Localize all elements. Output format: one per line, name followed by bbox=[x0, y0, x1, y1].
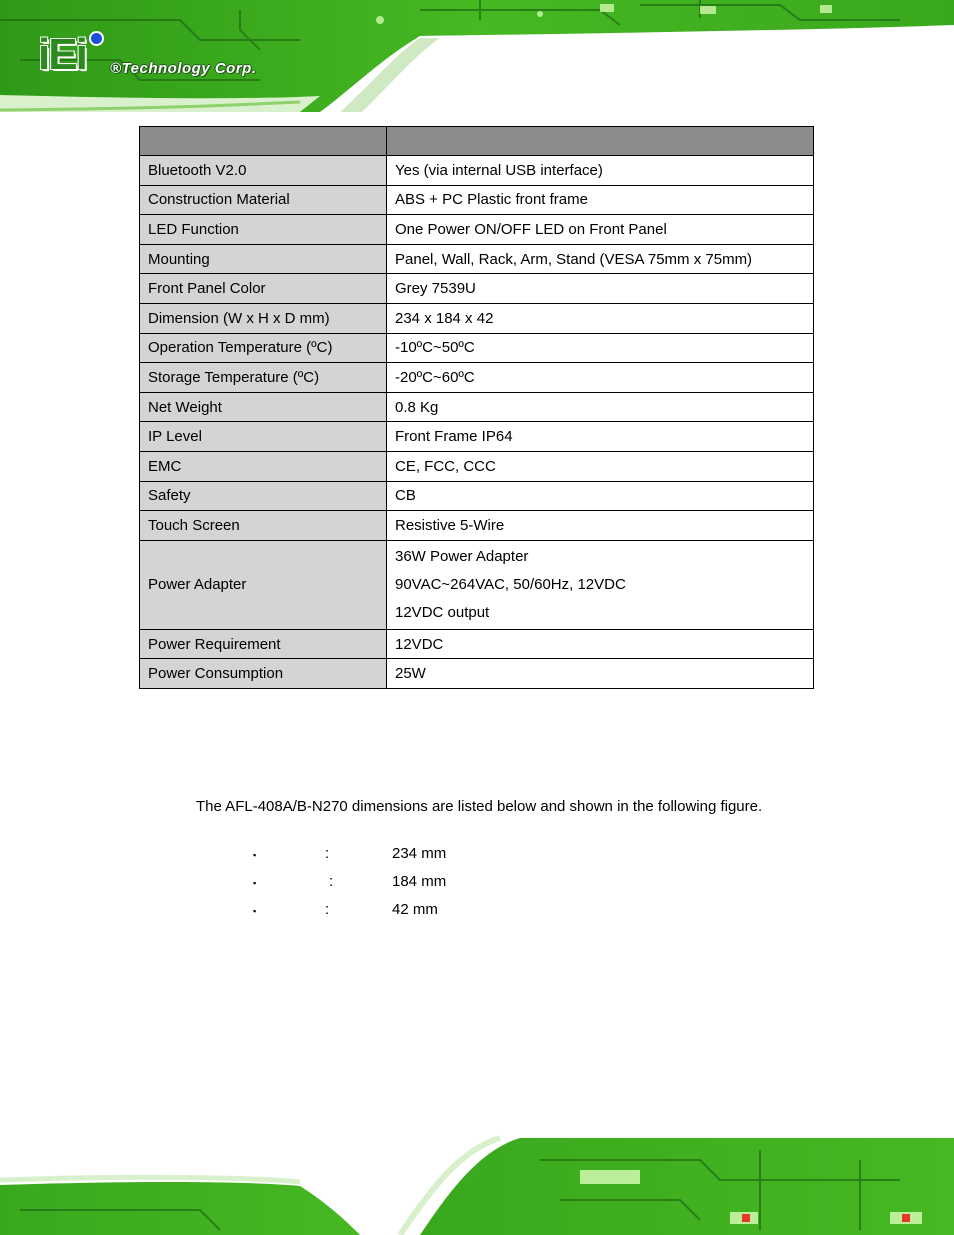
table-header-cell bbox=[140, 127, 387, 156]
company-logo bbox=[38, 30, 298, 80]
spec-value: CE, FCC, CCC bbox=[387, 451, 814, 481]
spec-value: Resistive 5-Wire bbox=[387, 511, 814, 541]
spec-value: 25W bbox=[387, 659, 814, 689]
spec-value: ABS + PC Plastic front frame bbox=[387, 185, 814, 215]
spec-label: Power Requirement bbox=[140, 629, 387, 659]
bullet-icon: ▪ bbox=[253, 906, 257, 916]
bullet-icon: ▪ bbox=[253, 850, 257, 860]
table-row bbox=[140, 451, 814, 481]
spec-value: -10ºC~50ºC bbox=[387, 333, 814, 363]
list-colon: : bbox=[329, 873, 334, 890]
spec-label: Net Weight bbox=[140, 392, 387, 422]
table-row bbox=[140, 363, 814, 393]
spec-label: Storage Temperature (ºC) bbox=[140, 363, 387, 393]
power-adapter-line: 90VAC~264VAC, 50/60Hz, 12VDC bbox=[395, 575, 626, 593]
spec-value: Yes (via internal USB interface) bbox=[387, 156, 814, 186]
spec-value: 0.8 Kg bbox=[387, 392, 814, 422]
logo-mark: iEi bbox=[38, 30, 86, 79]
list-colon: : bbox=[325, 845, 330, 862]
table-row bbox=[140, 244, 814, 274]
spec-label: Bluetooth V2.0 bbox=[140, 156, 387, 186]
spec-label: Operation Temperature (ºC) bbox=[140, 333, 387, 363]
spec-label: Touch Screen bbox=[140, 511, 387, 541]
spec-value: One Power ON/OFF LED on Front Panel bbox=[387, 215, 814, 245]
spec-value: 234 x 184 x 42 bbox=[387, 303, 814, 333]
spec-label: Front Panel Color bbox=[140, 274, 387, 304]
footer-banner bbox=[0, 1120, 954, 1235]
spec-value: CB bbox=[387, 481, 814, 511]
list-item bbox=[253, 845, 553, 873]
power-adapter-line: 12VDC output bbox=[395, 603, 490, 621]
list-colon: : bbox=[325, 901, 330, 918]
table-row bbox=[140, 511, 814, 541]
table-row bbox=[140, 303, 814, 333]
spec-label: LED Function bbox=[140, 215, 387, 245]
spec-value: Grey 7539U bbox=[387, 274, 814, 304]
spec-value bbox=[387, 540, 814, 629]
table-row bbox=[140, 659, 814, 689]
spec-value: 12VDC bbox=[387, 629, 814, 659]
logo-dot-icon bbox=[89, 31, 104, 46]
table-row bbox=[140, 629, 814, 659]
dimensions-intro: The AFL-408A/B-N270 dimensions are listed below and shown in the following figure. bbox=[196, 798, 763, 815]
spec-value: Panel, Wall, Rack, Arm, Stand (VESA 75mm x 75mm) bbox=[387, 244, 814, 274]
circuit-board-graphic bbox=[0, 1120, 954, 1235]
table-row bbox=[140, 422, 814, 452]
table-row bbox=[140, 185, 814, 215]
header-banner bbox=[0, 0, 954, 112]
spec-label: Power Consumption bbox=[140, 659, 387, 689]
spec-label: Dimension (W x H x D mm) bbox=[140, 303, 387, 333]
table-row bbox=[140, 215, 814, 245]
spec-label: Mounting bbox=[140, 244, 387, 274]
table-row bbox=[140, 333, 814, 363]
list-item bbox=[253, 873, 553, 901]
list-item bbox=[253, 901, 553, 929]
table-row bbox=[140, 392, 814, 422]
dimensions-list bbox=[253, 845, 553, 929]
table-row bbox=[140, 156, 814, 186]
table-header-cell bbox=[387, 127, 814, 156]
table-row bbox=[140, 481, 814, 511]
spec-label: EMC bbox=[140, 451, 387, 481]
spec-label: Power Adapter bbox=[140, 540, 387, 629]
bullet-icon: ▪ bbox=[253, 878, 257, 888]
spec-label: Safety bbox=[140, 481, 387, 511]
spec-value: -20ºC~60ºC bbox=[387, 363, 814, 393]
specification-table bbox=[139, 126, 814, 689]
table-header-row bbox=[140, 127, 814, 156]
dimension-value: 234 mm bbox=[392, 845, 447, 862]
spec-label: Construction Material bbox=[140, 185, 387, 215]
dimension-value: 42 mm bbox=[392, 901, 438, 918]
logo-text: ®Technology Corp. bbox=[110, 60, 257, 77]
spec-label: IP Level bbox=[140, 422, 387, 452]
table-row bbox=[140, 274, 814, 304]
table-row-power-adapter bbox=[140, 540, 814, 629]
dimension-value: 184 mm bbox=[392, 873, 447, 890]
spec-value: Front Frame IP64 bbox=[387, 422, 814, 452]
power-adapter-line: 36W Power Adapter bbox=[395, 547, 529, 565]
